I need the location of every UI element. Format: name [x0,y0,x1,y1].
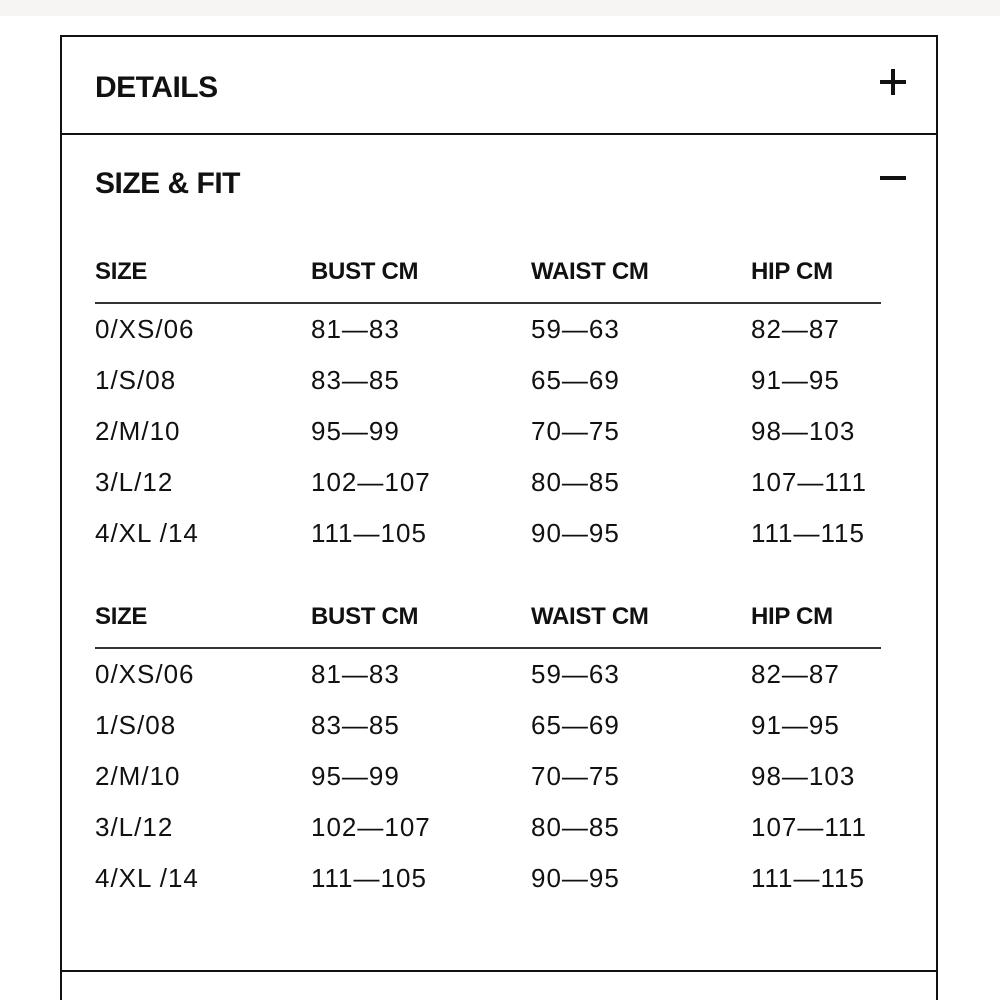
hip-cell: 107—111 [751,812,867,842]
table-row [95,853,881,904]
hip-cell: 91—95 [751,710,840,740]
table-row [95,648,881,700]
waist-cell: 90—95 [531,518,620,548]
waist-cell: 90—95 [531,863,620,893]
bust-cell: 111—105 [311,518,427,548]
waist-cell: 70—75 [531,761,620,791]
hip-cell: 98—103 [751,416,856,446]
waist-cell: 59—63 [531,314,620,344]
hip-cell: 91—95 [751,365,840,395]
table-row [95,802,881,853]
size-cell: 0/XS/06 [95,314,195,344]
table-row [95,700,881,751]
column-header: HIP CM [751,603,881,648]
product-info-panel [60,35,938,1000]
waist-cell: 70—75 [531,416,620,446]
bust-cell: 83—85 [311,710,400,740]
size-chart-table [95,258,881,559]
table-header-row [95,603,881,648]
section-divider [62,970,936,972]
size-cell: 0/XS/06 [95,659,195,689]
minus-icon[interactable] [880,165,906,191]
waist-cell: 80—85 [531,812,620,842]
size-cell: 1/S/08 [95,365,177,395]
hip-cell: 111—115 [751,518,865,548]
details-accordion-header[interactable] [62,37,936,135]
size-fit-accordion-header[interactable] [62,135,936,231]
column-header: WAIST CM [531,603,751,648]
bust-cell: 102—107 [311,467,431,497]
waist-cell: 59—63 [531,659,620,689]
column-header: SIZE [95,258,311,303]
details-title: DETAILS [95,71,218,104]
bust-cell: 111—105 [311,863,427,893]
hip-cell: 82—87 [751,314,840,344]
size-cell: 2/M/10 [95,416,181,446]
bust-cell: 81—83 [311,659,400,689]
bust-cell: 83—85 [311,365,400,395]
table-row [95,508,881,559]
column-header: HIP CM [751,258,881,303]
bust-cell: 81—83 [311,314,400,344]
hip-cell: 111—115 [751,863,865,893]
column-header: BUST CM [311,258,531,303]
table-row [95,457,881,508]
waist-cell: 65—69 [531,710,620,740]
bust-cell: 95—99 [311,761,400,791]
hip-cell: 98—103 [751,761,856,791]
size-cell: 4/XL /14 [95,518,199,548]
plus-icon[interactable] [880,69,906,95]
table-row [95,355,881,406]
bust-cell: 102—107 [311,812,431,842]
size-cell: 3/L/12 [95,812,174,842]
column-header: SIZE [95,603,311,648]
waist-cell: 65—69 [531,365,620,395]
size-chart-table [95,603,881,904]
table-row [95,303,881,355]
column-header: WAIST CM [531,258,751,303]
column-header: BUST CM [311,603,531,648]
table-row [95,751,881,802]
bust-cell: 95—99 [311,416,400,446]
hip-cell: 82—87 [751,659,840,689]
hip-cell: 107—111 [751,467,867,497]
top-band [0,0,1000,16]
table-header-row [95,258,881,303]
size-cell: 2/M/10 [95,761,181,791]
waist-cell: 80—85 [531,467,620,497]
size-cell: 4/XL /14 [95,863,199,893]
size-cell: 1/S/08 [95,710,177,740]
size-cell: 3/L/12 [95,467,174,497]
table-row [95,406,881,457]
size-fit-title: SIZE & FIT [95,167,240,200]
